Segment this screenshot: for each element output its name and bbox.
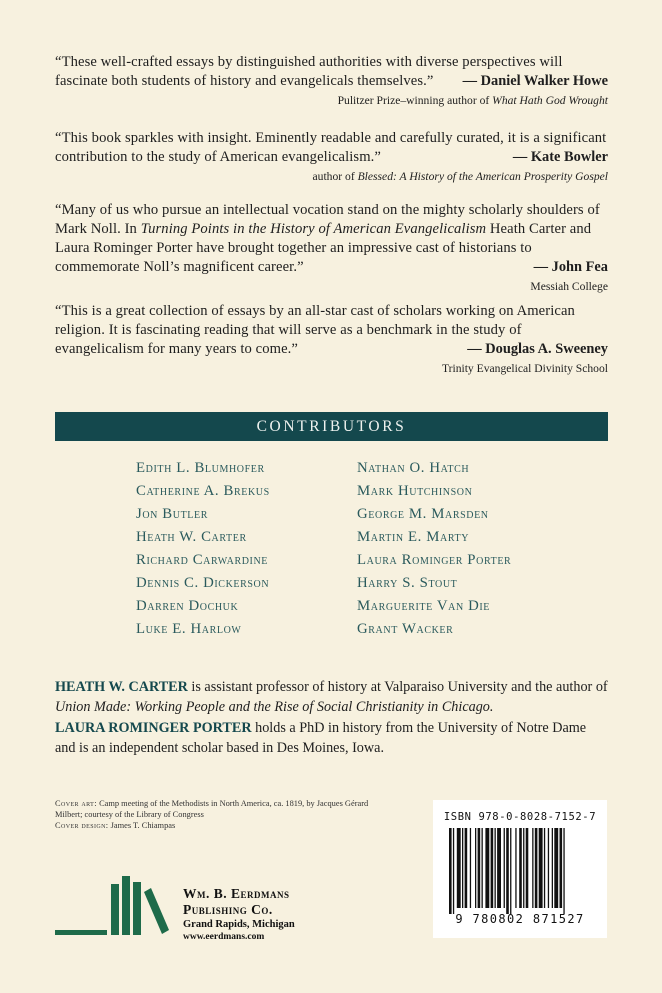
publisher-website: www.eerdmans.com (183, 932, 265, 942)
contributor-name: Catherine A. Brekus (136, 483, 270, 499)
barcode-bar (449, 828, 452, 914)
publisher-location: Grand Rapids, Michigan (183, 919, 295, 930)
barcode-bar (465, 828, 468, 908)
blurb-affiliation: author of Blessed: A History of the American Prosperity Gospel (312, 170, 608, 183)
barcode-bar (563, 828, 564, 914)
blurb-quote: “These well-crafted essays by distinguished authorities with diverse perspectives will fascinate both students of history and evangelicals themselves.” (55, 54, 563, 89)
editor-bio-carter: HEATH W. CARTER is assistant professor of history at Valparaiso University and the author of Union Made: Working People and the Rise of Social Christianity in Chicago. (55, 679, 608, 715)
barcode-bar (560, 828, 563, 908)
barcode-bar (544, 828, 545, 908)
cover-design-credit: Cover design: James T. Chiampas (55, 821, 176, 830)
contributor-name: Edith L. Blumhofer (136, 460, 265, 476)
contributor-name: Harry S. Stout (357, 575, 458, 591)
barcode-bar (526, 828, 529, 908)
contributor-name: Luke E. Harlow (136, 621, 242, 637)
barcode-bar (552, 828, 553, 908)
barcode-bar (548, 828, 549, 908)
contributor-name: Martin E. Marty (357, 529, 470, 545)
barcode-bar (510, 828, 511, 914)
publisher-name-line2: Publishing Co. (183, 902, 273, 917)
blurb-affiliation: Pulitzer Prize–winning author of What Hath God Wrought (337, 94, 608, 107)
barcode-bar (497, 828, 501, 908)
barcode-bar (504, 828, 505, 908)
barcode-bar (539, 828, 543, 908)
barcode-bar (495, 828, 496, 908)
blurb-author: — John Fea (533, 259, 608, 275)
barcode-bar (478, 828, 481, 908)
barcode-bar (554, 828, 558, 908)
barcode-bar (475, 828, 476, 908)
barcode-bar (470, 828, 471, 908)
contributor-name: George M. Marsden (357, 506, 489, 522)
blurb-bowler (55, 129, 608, 185)
barcode-bar (485, 828, 489, 908)
blurb-affiliation: Trinity Evangelical Divinity School (441, 362, 608, 375)
barcode-bar (506, 828, 509, 914)
contributor-name: Darren Dochuk (136, 598, 239, 614)
contributor-name: Heath W. Carter (136, 529, 247, 545)
barcode-bar (453, 828, 454, 914)
blurb-affiliation: Messiah College (530, 280, 608, 293)
cover-art-credit: Cover art: Camp meeting of the Methodists in North America, ca. 1819, by Jacques Gérard Milbert; courtesy of the Library of Congress (55, 799, 369, 819)
eerdmans-logo-icon (55, 876, 175, 940)
isbn-barcode (433, 800, 607, 938)
barcode-bar (515, 828, 516, 908)
barcode-bar (535, 828, 538, 908)
editor-name: HEATH W. CARTER (55, 679, 188, 695)
publisher-info (183, 886, 295, 943)
contributor-name: Mark Hutchinson (357, 483, 473, 499)
blurb-sweeney (55, 302, 608, 377)
contributors-right-column (357, 457, 511, 641)
blurb-quote: “Many of us who pursue an intellectual vocation stand on the mighty scholarly shoulders of Mark Noll. In Turning Points in the History of American Evangelicalism Heath Carter and Laura Rominger Porter have brought together an impressive cast of historians to commemorate Noll’s magnificent career.” (55, 202, 600, 275)
contributors-left-column (136, 457, 270, 641)
blurb-author: — Daniel Walker Howe (462, 73, 608, 89)
contributor-name: Grant Wacker (357, 621, 454, 637)
barcode-bar (491, 828, 494, 908)
blurb-author: — Douglas A. Sweeney (467, 341, 608, 357)
contributor-name: Marguerite Van Die (357, 598, 491, 614)
barcode-bar (519, 828, 522, 908)
blurb-fea (55, 201, 608, 295)
isbn-digits: 9 780802 871527 (455, 912, 585, 926)
contributor-name: Nathan O. Hatch (357, 460, 470, 476)
blurb-howe (55, 53, 608, 109)
blurb-quote: “This book sparkles with insight. Eminently readable and carefully curated, it is a significant contribution to the study of American evangelicalism.” (55, 130, 607, 165)
blurb-quote: “This is a great collection of essays by an all-star cast of scholars working on American religion. It is fascinating reading that will serve as a benchmark in the study of evangelicalism for many years to come.” (55, 303, 575, 357)
barcode-bar (462, 828, 463, 908)
isbn-label: ISBN 978-0-8028-7152-7 (443, 811, 597, 823)
contributors-heading: CONTRIBUTORS (55, 412, 608, 441)
barcode-bar (482, 828, 483, 908)
contributor-name: Jon Butler (136, 506, 208, 522)
barcode-bar (457, 828, 461, 908)
editor-bio-porter: LAURA ROMINGER PORTER holds a PhD in history from the University of Notre Dame and is an independent scholar based in Des Moines, Iowa. (55, 720, 587, 756)
barcode-bar (532, 828, 533, 908)
barcode-bar (523, 828, 524, 908)
cover-credits (55, 798, 395, 831)
editor-name: LAURA ROMINGER PORTER (55, 720, 252, 736)
contributor-name: Richard Carwardine (136, 552, 269, 568)
contributor-name: Laura Rominger Porter (357, 552, 512, 568)
blurb-author: — Kate Bowler (512, 149, 608, 165)
publisher-name-line1: Wm. B. Eerdmans (183, 886, 290, 901)
contributor-name: Dennis C. Dickerson (136, 575, 270, 591)
